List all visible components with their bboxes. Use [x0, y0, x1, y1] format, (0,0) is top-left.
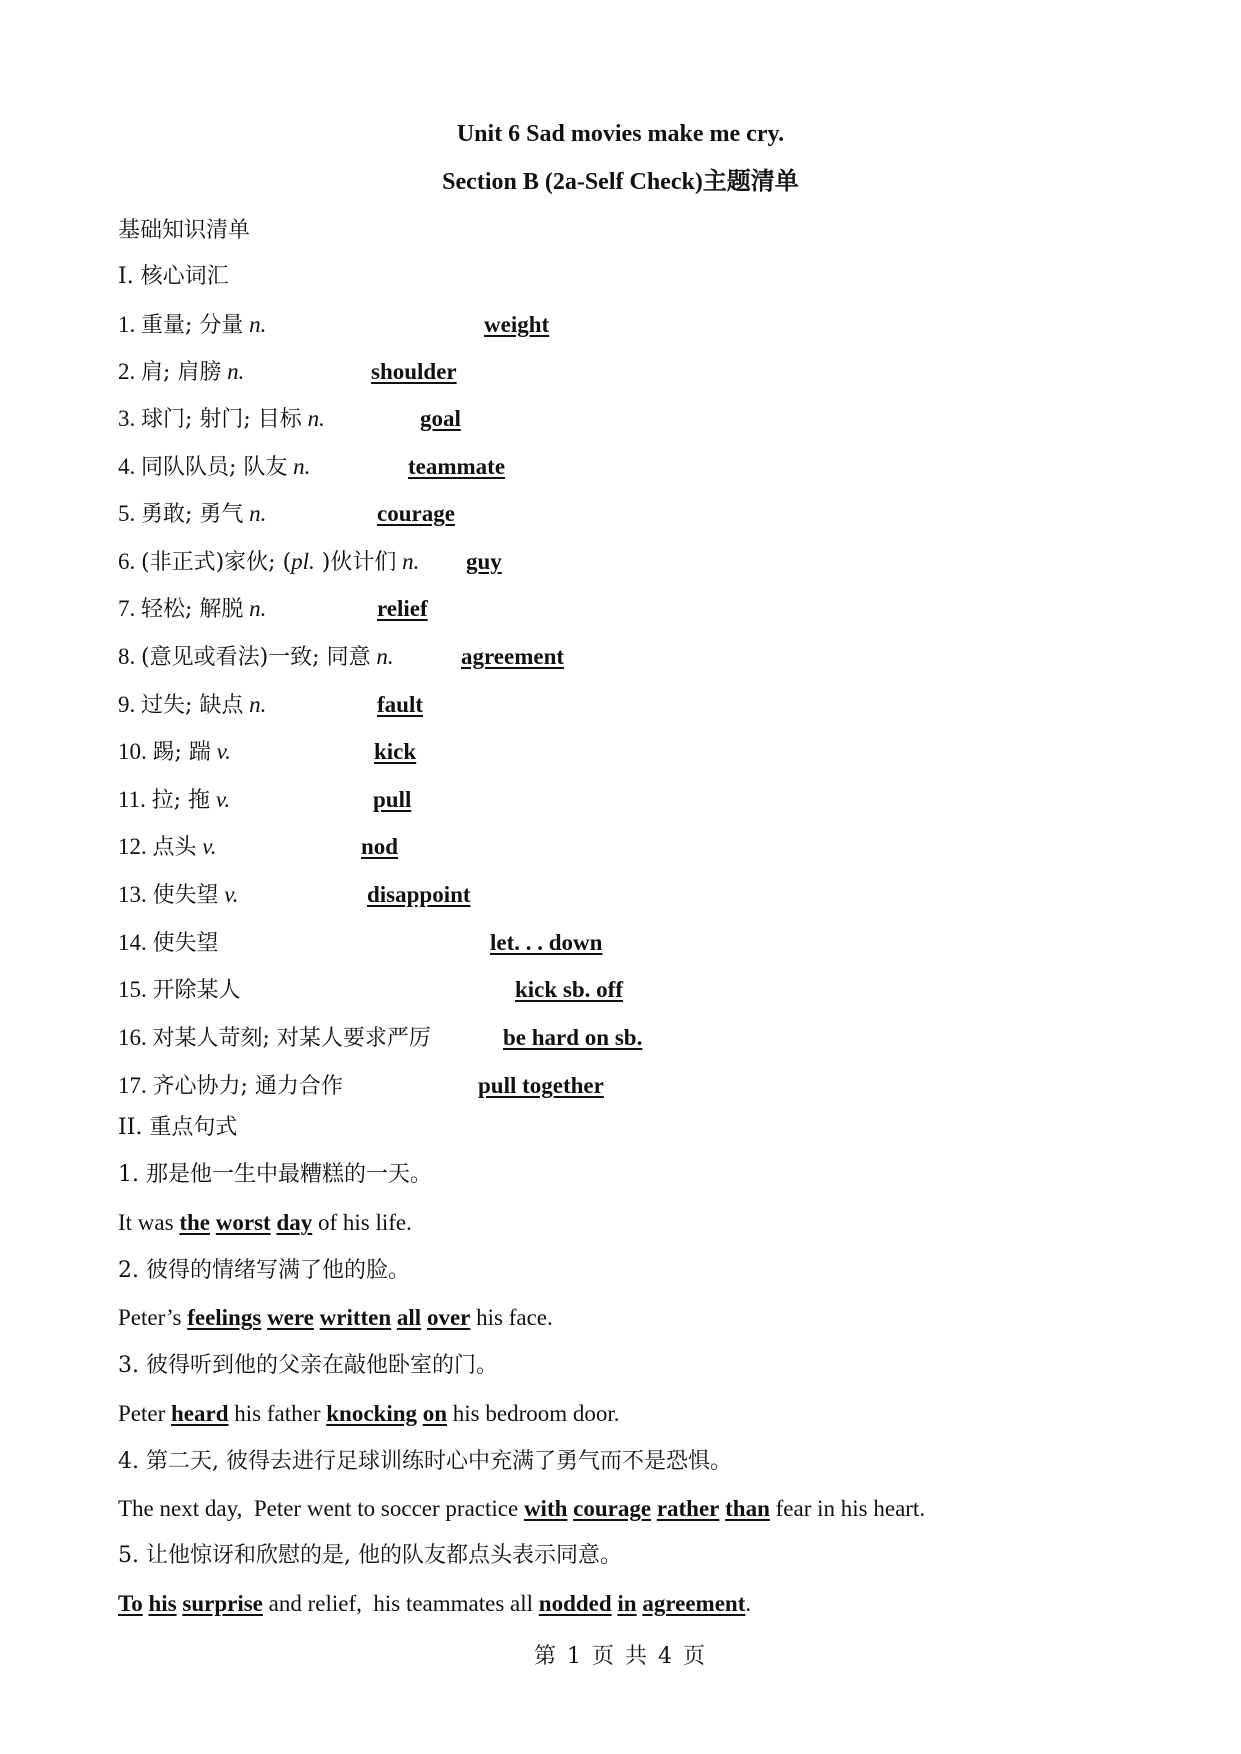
- sentence-answer: courage: [573, 1496, 652, 1521]
- vocab-chinese: 对某人苛刻; 对某人要求严厉: [152, 1026, 431, 1051]
- sentence-text: his bedroom door.: [447, 1401, 620, 1426]
- vocab-number: 4.: [118, 454, 141, 479]
- basics-heading: 基础知识清单: [118, 218, 251, 243]
- vocab-answer: agreement: [461, 644, 565, 669]
- sentence-text: Peter’s: [118, 1305, 188, 1330]
- vocab-prompt: [118, 928, 219, 959]
- vocab-part-of-speech: n.: [243, 312, 267, 337]
- sentence-answer: heard: [171, 1401, 229, 1426]
- vocab-part-of-speech: n.: [243, 596, 267, 621]
- vocab-number: 12.: [118, 834, 153, 859]
- sentence-answer: than: [725, 1496, 770, 1521]
- vocab-chinese: 齐心协力; 通力合作: [152, 1074, 343, 1099]
- vocab-part-of-speech: n.: [396, 549, 420, 574]
- sentence-text: The next day, Peter went to soccer practice: [118, 1496, 524, 1521]
- sentence-english: [118, 1303, 553, 1333]
- page-footer: 第 1 页 共 4 页: [534, 1644, 707, 1669]
- vocab-answer: disappoint: [367, 882, 471, 907]
- vocab-part-of-speech: n.: [370, 644, 394, 669]
- vocab-answer: teammate: [408, 454, 506, 479]
- sentence-answer: the: [179, 1210, 210, 1235]
- sentence-english: [118, 1589, 751, 1619]
- sentence-chinese: 3. 彼得听到他的父亲在敲他卧室的门。: [118, 1353, 498, 1378]
- vocab-prompt: [118, 1071, 343, 1102]
- vocab-part-of-speech: n.: [301, 406, 325, 431]
- vocab-number: 5.: [118, 501, 141, 526]
- vocab-part-of-speech: n.: [287, 454, 311, 479]
- vocab-part-of-speech: n.: [243, 501, 267, 526]
- vocab-chinese: 开除某人: [152, 978, 241, 1003]
- vocab-answer: guy: [466, 549, 502, 574]
- vocab-chinese: 使失望: [152, 883, 219, 908]
- vocab-number: 6.: [118, 549, 141, 574]
- vocab-answer: weight: [484, 312, 550, 337]
- sentence-answer: feelings: [187, 1305, 262, 1330]
- vocab-number: 11.: [118, 787, 152, 812]
- vocab-prompt: [118, 975, 241, 1006]
- sentence-chinese: 2. 彼得的情绪写满了他的脸。: [118, 1258, 410, 1283]
- vocab-prompt: [118, 737, 231, 768]
- sentence-answer: agreement: [642, 1591, 746, 1616]
- vocab-answer: shoulder: [371, 359, 457, 384]
- sentence-text: .: [745, 1591, 752, 1616]
- sentence-text: Peter: [118, 1401, 172, 1426]
- vocab-answer: relief: [377, 596, 428, 621]
- sentence-english: [118, 1494, 925, 1524]
- vocab-chinese: 过失; 缺点: [141, 693, 244, 718]
- vocab-chinese: 重量; 分量: [141, 313, 244, 338]
- vocab-part-of-speech: v.: [210, 787, 231, 812]
- sentence-text: of his life.: [312, 1210, 412, 1235]
- vocab-answer: goal: [420, 406, 461, 431]
- vocab-chinese: 拉; 拖: [151, 788, 211, 813]
- vocab-prompt: [118, 690, 266, 721]
- sentence-answer: knocking: [326, 1401, 417, 1426]
- sentence-answer: on: [422, 1401, 448, 1426]
- vocab-prompt: [118, 880, 239, 911]
- page-title: Unit 6 Sad movies make me cry.: [456, 121, 785, 147]
- sentence-text: It was: [118, 1210, 180, 1235]
- sentence-answer: his: [148, 1591, 177, 1616]
- vocab-number: 3.: [118, 406, 141, 431]
- vocab-prompt: [118, 499, 266, 530]
- vocab-part-of-speech: n.: [221, 359, 245, 384]
- vocab-answer: fault: [377, 692, 423, 717]
- vocab-answer: kick sb. off: [515, 977, 623, 1002]
- vocab-chinese: 使失望: [152, 931, 219, 956]
- sentence-answer: worst: [215, 1210, 271, 1235]
- vocab-prompt: [118, 357, 244, 388]
- vocab-chinese-2: )伙计们: [314, 550, 397, 575]
- vocab-prompt: [118, 832, 217, 863]
- vocab-number: 15.: [118, 977, 153, 1002]
- section-subtitle: Section B (2a-Self Check)主题清单: [442, 169, 799, 195]
- vocab-prompt: [118, 785, 230, 816]
- vocab-number: 14.: [118, 930, 153, 955]
- sentence-answer: rather: [656, 1496, 720, 1521]
- vocab-heading: I. 核心词汇: [118, 264, 229, 289]
- vocab-number: 7.: [118, 596, 141, 621]
- vocab-answer: nod: [361, 834, 399, 859]
- vocab-chinese: 轻松; 解脱: [141, 597, 244, 622]
- sentence-chinese: 1. 那是他一生中最糟糕的一天。: [118, 1162, 432, 1187]
- vocab-chinese: 同队队员; 队友: [141, 455, 288, 480]
- vocab-part-of-speech: v.: [196, 834, 217, 859]
- sentence-text: his face.: [470, 1305, 553, 1330]
- vocab-pos-note: pl.: [291, 549, 315, 574]
- vocab-answer: courage: [377, 501, 455, 526]
- vocab-answer: kick: [374, 739, 417, 764]
- sentence-answer: day: [276, 1210, 313, 1235]
- sentences-heading: II. 重点句式: [118, 1115, 238, 1140]
- vocab-chinese: 球门; 射门; 目标: [141, 407, 302, 432]
- vocab-chinese: 勇敢; 勇气: [141, 502, 244, 527]
- sentence-chinese: 5. 让他惊讶和欣慰的是, 他的队友都点头表示同意。: [118, 1543, 622, 1568]
- vocab-number: 17.: [118, 1073, 153, 1098]
- sentence-english: [118, 1208, 412, 1238]
- sentence-chinese: 4. 第二天, 彼得去进行足球训练时心中充满了勇气而不是恐惧。: [118, 1449, 732, 1474]
- vocab-number: 2.: [118, 359, 141, 384]
- vocab-prompt: [118, 594, 266, 625]
- vocab-number: 16.: [118, 1025, 153, 1050]
- vocab-number: 1.: [118, 312, 141, 337]
- sentence-text: fear in his heart.: [769, 1496, 926, 1521]
- sentence-answer: To: [118, 1591, 143, 1616]
- sentence-answer: with: [523, 1496, 568, 1521]
- sentence-answer: all: [396, 1305, 422, 1330]
- sentence-text: and relief, his teammates all: [262, 1591, 539, 1616]
- vocab-prompt: [118, 547, 419, 578]
- vocab-chinese: (意见或看法)一致; 同意: [141, 645, 371, 670]
- vocab-answer: pull together: [478, 1073, 604, 1098]
- vocab-answer: be hard on sb.: [503, 1025, 643, 1050]
- vocab-prompt: [118, 404, 325, 435]
- vocab-prompt: [118, 642, 394, 673]
- vocab-prompt: [118, 1023, 431, 1054]
- vocab-prompt: [118, 452, 310, 483]
- vocab-prompt: [118, 310, 266, 341]
- sentence-text: his father: [228, 1401, 327, 1426]
- sentence-answer: nodded: [538, 1591, 612, 1616]
- sentence-answer: were: [267, 1305, 314, 1330]
- vocab-chinese: (非正式)家伙; (: [141, 550, 292, 575]
- vocab-part-of-speech: n.: [243, 692, 267, 717]
- sentence-answer: in: [617, 1591, 637, 1616]
- vocab-chinese: 肩; 肩膀: [141, 360, 222, 385]
- vocab-answer: let. . . down: [490, 930, 603, 955]
- vocab-part-of-speech: v.: [210, 739, 231, 764]
- vocab-chinese: 点头: [152, 835, 197, 860]
- sentence-english: [118, 1399, 620, 1429]
- vocab-number: 13.: [118, 882, 153, 907]
- vocab-number: 10.: [118, 739, 153, 764]
- sentence-answer: surprise: [182, 1591, 263, 1616]
- vocab-answer: pull: [373, 787, 412, 812]
- vocab-number: 8.: [118, 644, 141, 669]
- vocab-part-of-speech: v.: [218, 882, 239, 907]
- sentence-answer: over: [426, 1305, 471, 1330]
- vocab-chinese: 踢; 踹: [152, 740, 211, 765]
- sentence-answer: written: [319, 1305, 392, 1330]
- vocab-number: 9.: [118, 692, 141, 717]
